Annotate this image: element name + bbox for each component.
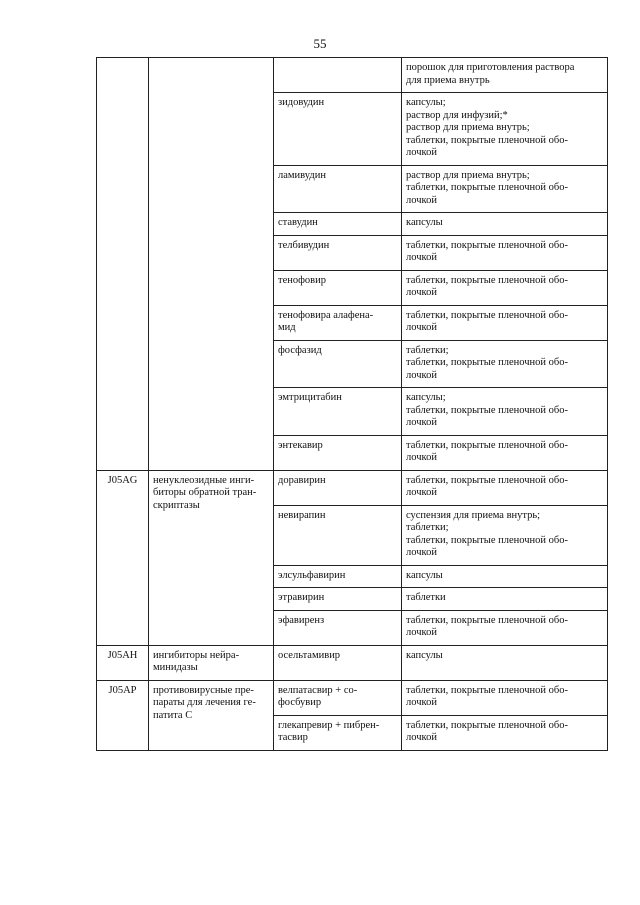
atc-code-cell: J05AP [97,680,149,750]
dosage-form-cell: таблетки, покрытые пленочной обо- лочкой [402,715,608,750]
drug-name-cell: фосфазид [274,340,402,388]
drug-name-cell [274,58,402,93]
dosage-form-cell: капсулы [402,213,608,236]
dosage-form-cell: суспензия для приема внутрь; таблетки; таблетки, покрытые пленочной обо- лочкой [402,505,608,565]
group-name-cell [149,58,274,471]
dosage-form-cell: таблетки, покрытые пленочной обо- лочкой [402,305,608,340]
drug-name-cell: ставудин [274,213,402,236]
table-row [97,58,608,93]
drug-name-cell: телбивудин [274,235,402,270]
drug-name-cell: тенофовира алафена- мид [274,305,402,340]
drug-name-cell: доравирин [274,470,402,505]
dosage-form-cell: таблетки, покрытые пленочной обо- лочкой [402,435,608,470]
atc-code-cell [97,58,149,471]
page-number: 55 [313,36,327,51]
dosage-form-cell: таблетки; таблетки, покрытые пленочной обо- лочкой [402,340,608,388]
drug-name-cell: невирапин [274,505,402,565]
group-name-cell: противовирусные пре- параты для лечения ге- патита C [149,680,274,750]
dosage-form-cell: таблетки, покрытые пленочной обо- лочкой [402,680,608,715]
dosage-form-cell: порошок для приготовления раствора для приема внутрь [402,58,608,93]
drug-name-cell: глекапревир + пибрен- тасвир [274,715,402,750]
drug-name-cell: осельтамивир [274,645,402,680]
table-row [97,470,608,505]
dosage-form-cell: капсулы [402,645,608,680]
dosage-form-cell: капсулы; раствор для инфузий;* раствор для приема внутрь; таблетки, покрытые пленочной обо- лочкой [402,93,608,166]
dosage-form-cell: таблетки, покрытые пленочной обо- лочкой [402,470,608,505]
drug-name-cell: этравирин [274,588,402,611]
dosage-form-cell: таблетки, покрытые пленочной обо- лочкой [402,270,608,305]
drug-name-cell: зидовудин [274,93,402,166]
drug-name-cell: велпатасвир + со- фосбувир [274,680,402,715]
atc-code-cell: J05AH [97,645,149,680]
dosage-form-cell: таблетки, покрытые пленочной обо- лочкой [402,610,608,645]
drug-name-cell: элсульфавирин [274,565,402,588]
atc-code-cell: J05AG [97,470,149,645]
dosage-form-cell: раствор для приема внутрь; таблетки, покрытые пленочной обо- лочкой [402,165,608,213]
table-row [97,680,608,715]
dosage-form-cell: таблетки, покрытые пленочной обо- лочкой [402,235,608,270]
drug-name-cell: энтекавир [274,435,402,470]
group-name-cell: ненуклеозидные инги- биторы обратной тран- скриптазы [149,470,274,645]
table-row [97,645,608,680]
dosage-form-cell: таблетки [402,588,608,611]
group-name-cell: ингибиторы нейра- минидазы [149,645,274,680]
drug-name-cell: эфавиренз [274,610,402,645]
drug-name-cell: эмтрицитабин [274,388,402,436]
dosage-form-cell: капсулы; таблетки, покрытые пленочной обо- лочкой [402,388,608,436]
drug-name-cell: ламивудин [274,165,402,213]
dosage-form-cell: капсулы [402,565,608,588]
drug-name-cell: тенофовир [274,270,402,305]
drug-table [96,57,608,751]
